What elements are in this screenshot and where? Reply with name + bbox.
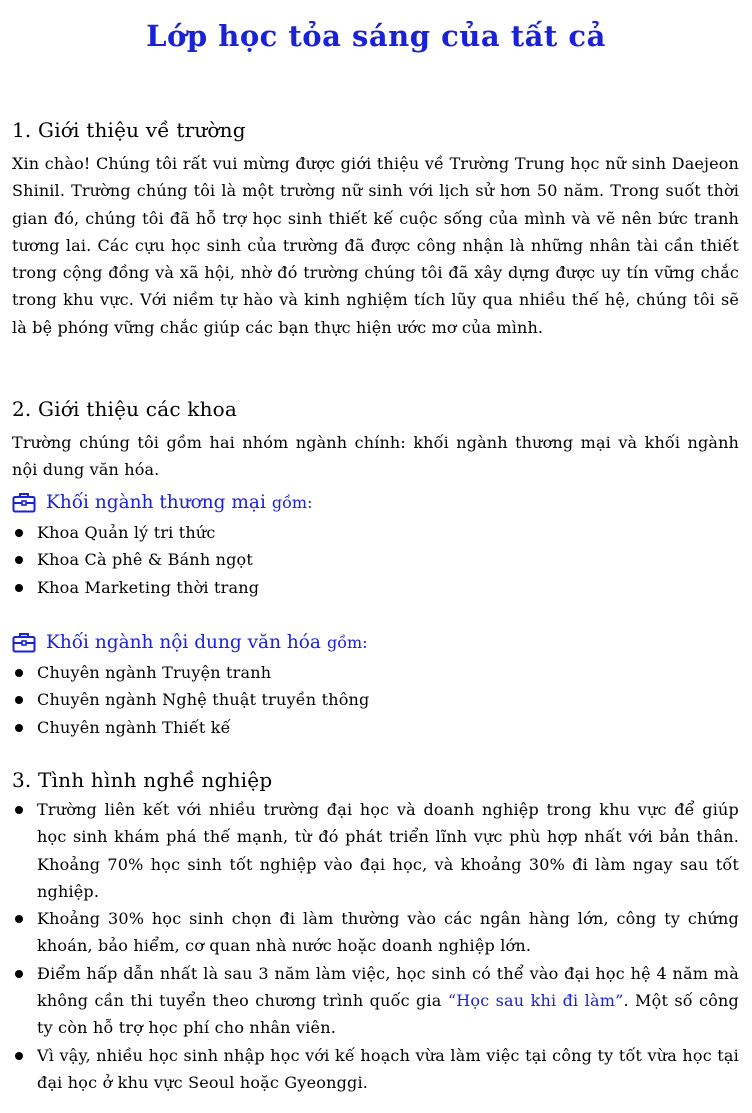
group-heading-culture xyxy=(12,632,739,653)
page-title: Lớp học tỏa sáng của tất cả xyxy=(146,19,606,53)
list-item: Vì vậy, nhiều học sinh nhập học với kế hoạch vừa làm việc tại công ty tốt vừa học tại đại học ở khu vực Seoul hoặc Gyeonggi. xyxy=(12,1042,739,1097)
group-name: Khối ngành nội dung văn hóa xyxy=(46,631,321,653)
briefcase-icon xyxy=(12,632,36,653)
briefcase-icon xyxy=(12,492,36,513)
section-intro xyxy=(12,118,739,341)
list-item: Chuyên ngành Thiết kế xyxy=(12,714,739,742)
department-list xyxy=(12,519,739,602)
list-item: Chuyên ngành Nghệ thuật truyền thông xyxy=(12,686,739,714)
section-body: Xin chào! Chúng tôi rất vui mừng được giới thiệu về Trường Trung học nữ sinh Daejeon Shinil. Trường chúng tôi là một trường nữ sinh với lịch sử hơn 50 năm. Trong suốt thời gian đó, chúng tôi đã hỗ trợ học sinh thiết kế cuộc sống của mình và vẽ nên bức tranh tương lai. Các cựu học sinh của trường đã được công nhận là những nhân tài cần thiết trong cộng đồng và xã hội, nhờ đó trường chúng tôi đã xây dựng được uy tín vững chắc trong khu vực. Với niềm tự hào và kinh nghiệm tích lũy qua nhiều thế hệ, chúng tôi sẽ là bệ phóng vững chắc giúp các bạn thực hiện ước mơ của mình. xyxy=(12,154,739,337)
item-text: Điểm hấp dẫn nhất là sau 3 năm làm việc, học sinh có thể vào đại học hệ 4 năm mà không cần thi tuyển theo chương trình quốc gia xyxy=(37,963,739,1011)
section-heading: 1. Giới thiệu về trường xyxy=(12,118,246,142)
group-suffix: gồm: xyxy=(271,492,313,512)
list-item: Trường liên kết với nhiều trường đại học và doanh nghiệp trong khu vực để giúp học sinh khám phá thế mạnh, từ đó phát triển lĩnh vực phù hợp nhất với bản thân. Khoảng 70% học sinh tốt nghiệp vào đại học, và khoảng 30% đi làm ngay sau tốt nghiệp. xyxy=(12,796,739,905)
career-list xyxy=(12,796,739,1096)
list-item: Chuyên ngành Truyện tranh xyxy=(12,659,739,687)
section-heading: 2. Giới thiệu các khoa xyxy=(12,397,238,421)
list-item: Khoảng 30% học sinh chọn đi làm thường vào các ngân hàng lớn, công ty chứng khoán, bảo hiểm, cơ quan nhà nước hoặc doanh nghiệp lớn. xyxy=(12,905,739,960)
program-name-highlight: “Học sau khi đi làm” xyxy=(447,991,624,1011)
section-careers xyxy=(12,768,739,1096)
group-suffix: gồm: xyxy=(326,632,368,652)
group-heading-commerce xyxy=(12,492,739,513)
list-item: Khoa Cà phê & Bánh ngọt xyxy=(12,546,739,574)
list-item xyxy=(12,960,739,1042)
section-body: Trường chúng tôi gồm hai nhóm ngành chính: khối ngành thương mại và khối ngành nội dung văn hóa. xyxy=(12,433,739,480)
section-departments xyxy=(12,397,739,742)
department-list xyxy=(12,659,739,742)
section-heading: 3. Tình hình nghề nghiệp xyxy=(12,768,273,792)
list-item: Khoa Marketing thời trang xyxy=(12,574,739,602)
item-text: . Một số công ty còn hỗ trợ học phí cho nhân viên. xyxy=(37,991,739,1038)
list-item: Khoa Quản lý tri thức xyxy=(12,519,739,547)
group-name: Khối ngành thương mại xyxy=(46,491,266,513)
